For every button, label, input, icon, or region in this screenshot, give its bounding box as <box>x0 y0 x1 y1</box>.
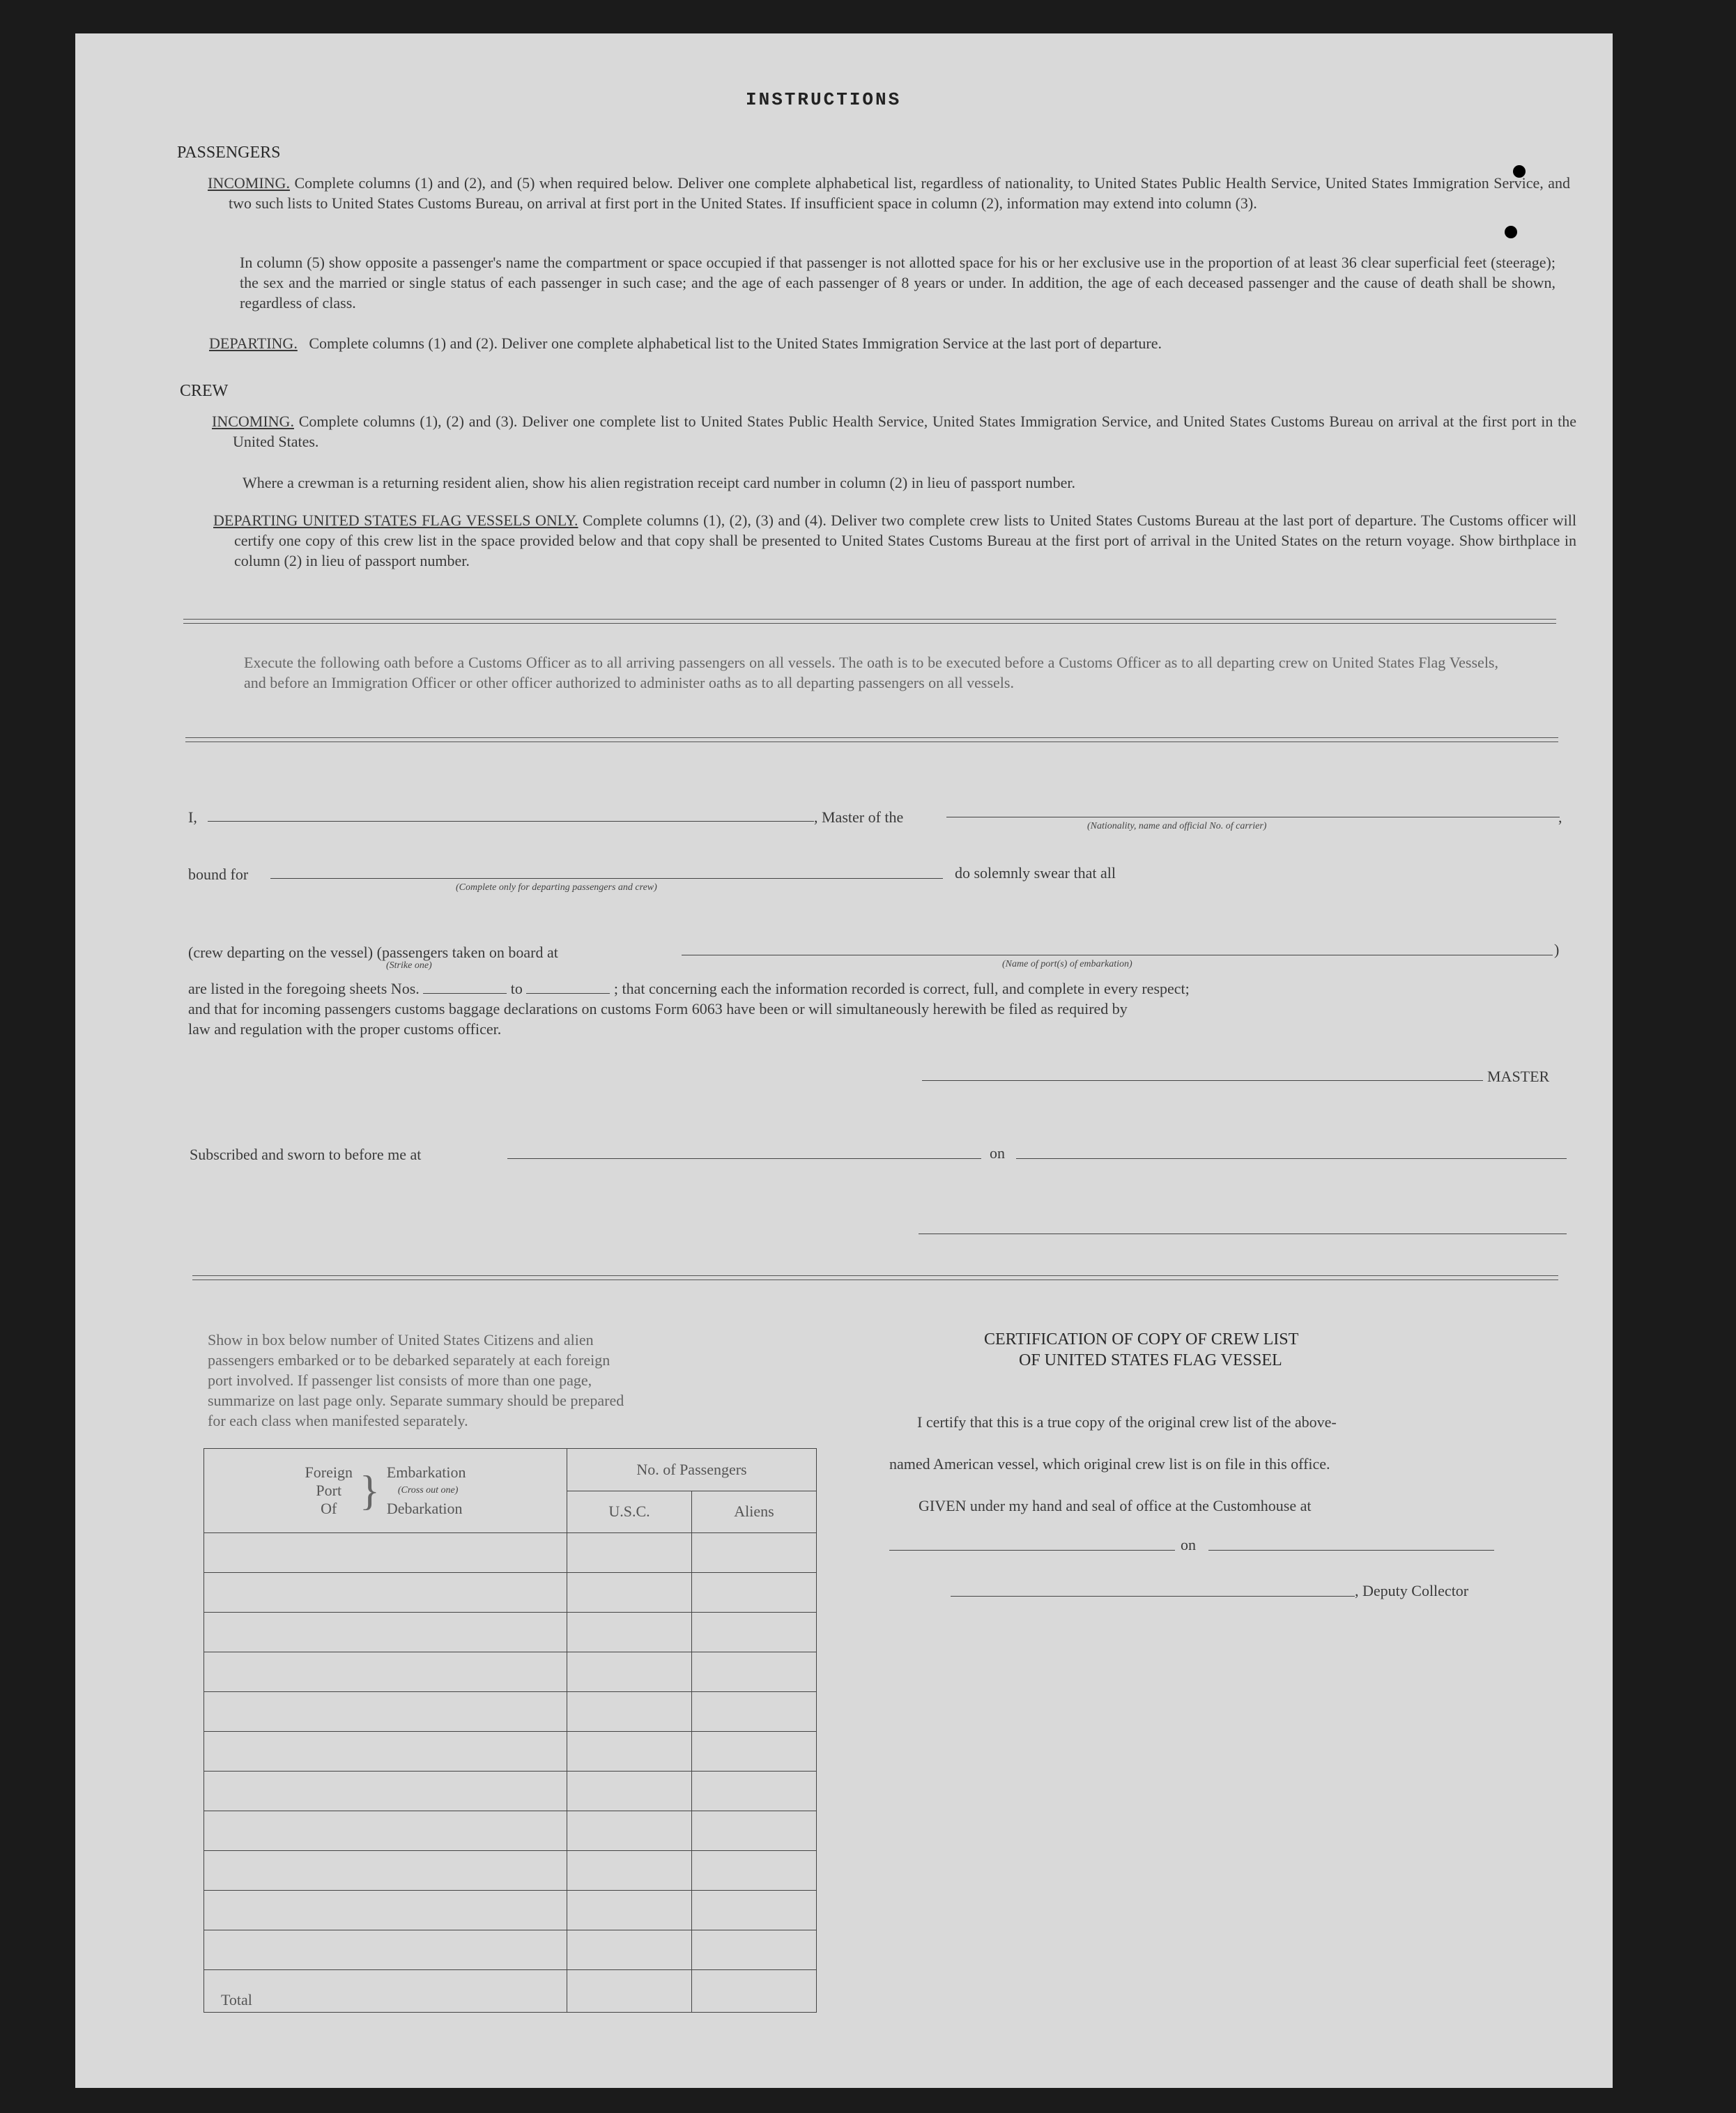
brace-icon: } <box>360 1468 380 1514</box>
aliens-cell[interactable] <box>692 1573 817 1613</box>
usc-cell[interactable] <box>567 1573 692 1613</box>
aliens-cell[interactable] <box>692 1692 817 1732</box>
ports-caption: (Name of port(s) of embarkation) <box>1002 959 1132 969</box>
listed-suffix: ; that concerning each the information recorded is correct, full, and complete in every respect; <box>613 980 1190 997</box>
port-cell[interactable] <box>204 1772 567 1811</box>
table-row <box>204 1891 817 1930</box>
port-cell[interactable] <box>204 1811 567 1851</box>
port-label: Port <box>316 1482 342 1499</box>
aliens-header: Aliens <box>692 1491 817 1533</box>
certification-title1: CERTIFICATION OF COPY OF CREW LIST <box>984 1330 1299 1349</box>
subscribed-on: on <box>990 1144 1005 1162</box>
usc-cell[interactable] <box>567 1851 692 1891</box>
listed-line2: and that for incoming passengers customs baggage declarations on customs Form 6063 have been or will simultaneously herewith be filed as required by <box>188 1000 1128 1017</box>
master-of-label: , Master of the <box>814 808 904 826</box>
of-label: Of <box>321 1500 337 1517</box>
cross-out-label: (Cross out one) <box>397 1485 459 1496</box>
incoming-text: Complete columns (1) and (2), and (5) when required below. Deliver one complete alphabetical list, regardless of nationality, to United States Public Health Service, United States Immigration Service, and two such lists to United States Customs Bureau, on arrival at first port in the United States. If insufficient space in column (2), information may extend into column (3). <box>229 174 1571 212</box>
total-row <box>204 1970 817 2013</box>
bound-caption: (Complete only for departing passengers and crew) <box>456 882 657 893</box>
aliens-cell[interactable] <box>692 1891 817 1930</box>
usc-cell[interactable] <box>567 1692 692 1732</box>
comma: , <box>1558 808 1562 826</box>
usc-cell[interactable] <box>567 1811 692 1851</box>
passengers-heading: PASSENGERS <box>177 144 281 162</box>
table-row <box>204 1573 817 1613</box>
foreign-label: Foreign <box>305 1463 353 1481</box>
crew-heading: CREW <box>180 382 229 400</box>
summary-line: port involved. If passenger list consists of more than one page, <box>208 1371 592 1389</box>
nationality-caption: (Nationality, name and official No. of carrier) <box>1087 821 1267 831</box>
aliens-cell[interactable] <box>692 1533 817 1573</box>
passengers-column5: In column (5) show opposite a passenger's name the compartment or space occupied if that passenger is not allotted space for his or her exclusive use in the proportion of at least 36 clear superficial feet (steerage); the sex and the married or single status of each passenger in such case; and the age of each passenger of 8 years or under. In addition, the age of each deceased passenger and the cause of death shall be shown, regardless of class. <box>240 254 1556 312</box>
certification-line3: GIVEN under my hand and seal of office at the Customhouse at <box>919 1497 1312 1514</box>
departing-text: Complete columns (1) and (2). Deliver one complete alphabetical list to the United States Immigration Service at the last port of departure. <box>309 335 1162 352</box>
usc-cell[interactable] <box>567 1613 692 1652</box>
table-row <box>204 1732 817 1772</box>
port-cell[interactable] <box>204 1930 567 1970</box>
certification-line2: named American vessel, which original crew list is on file in this office. <box>889 1455 1330 1473</box>
divider <box>183 619 1556 624</box>
usc-header: U.S.C. <box>567 1491 692 1533</box>
usc-cell[interactable] <box>567 1652 692 1692</box>
usc-cell[interactable] <box>567 1930 692 1970</box>
port-cell[interactable] <box>204 1732 567 1772</box>
aliens-cell[interactable] <box>692 1732 817 1772</box>
listed-prefix: are listed in the foregoing sheets Nos. <box>188 980 420 997</box>
bound-for-label: bound for <box>188 866 249 883</box>
bound-for-field[interactable] <box>270 878 943 879</box>
crew-incoming-text: Complete columns (1), (2) and (3). Deliver one complete list to United States Public Health Service, United States Immigration Service, and United States Customs Bureau on arrival at the first port in the United States. <box>233 413 1577 450</box>
deputy-signature-field[interactable] <box>951 1596 1355 1597</box>
usc-cell[interactable] <box>567 1772 692 1811</box>
certification-title2: OF UNITED STATES FLAG VESSEL <box>1019 1351 1282 1369</box>
summary-line: Show in box below number of United States Citizens and alien <box>208 1331 594 1349</box>
port-cell[interactable] <box>204 1573 567 1613</box>
usc-cell[interactable] <box>567 1732 692 1772</box>
oath-i-label: I, <box>188 808 197 826</box>
total-aliens-cell[interactable] <box>692 1970 817 2013</box>
summary-instructions <box>208 1330 624 1431</box>
deputy-collector-label: , Deputy Collector <box>1355 1582 1469 1599</box>
master-name-field[interactable] <box>208 821 814 822</box>
listed-line3: law and regulation with the proper customs officer. <box>188 1020 502 1038</box>
embarkation-label: Embarkation <box>386 1463 466 1481</box>
summary-line: for each class when manifested separately. <box>208 1412 468 1429</box>
customhouse-field[interactable] <box>889 1550 1175 1551</box>
passenger-summary-table <box>203 1448 817 2013</box>
swear-text: do solemnly swear that all <box>955 864 1116 882</box>
close-paren: ) <box>1554 941 1560 958</box>
debarkation-label: Debarkation <box>386 1500 463 1517</box>
passengers-departing <box>209 333 1162 353</box>
page-title: INSTRUCTIONS <box>746 89 902 110</box>
summary-line: passengers embarked or to be debarked separately at each foreign <box>208 1351 610 1369</box>
crew-departing-line: (crew departing on the vessel) (passengers taken on board at <box>188 944 558 961</box>
certification-line1: I certify that this is a true copy of the original crew list of the above- <box>917 1413 1337 1431</box>
divider <box>185 737 1558 742</box>
certification-date-field[interactable] <box>1208 1550 1494 1551</box>
punch-hole <box>1505 226 1517 238</box>
table-row <box>204 1772 817 1811</box>
divider <box>192 1275 1558 1280</box>
master-label: MASTER <box>1487 1068 1550 1085</box>
port-cell[interactable] <box>204 1851 567 1891</box>
crew-incoming <box>212 411 1576 452</box>
crew-incoming-label: INCOMING. <box>212 413 294 430</box>
listed-line <box>188 978 1190 999</box>
port-cell[interactable] <box>204 1891 567 1930</box>
port-header <box>204 1449 567 1533</box>
aliens-cell[interactable] <box>692 1851 817 1891</box>
listed-to: to <box>510 980 523 997</box>
passengers-incoming <box>208 173 1570 213</box>
aliens-cell[interactable] <box>692 1652 817 1692</box>
certification-on: on <box>1181 1536 1196 1553</box>
table-row <box>204 1533 817 1573</box>
subscribed-place-field[interactable] <box>507 1158 981 1159</box>
port-cell[interactable] <box>204 1652 567 1692</box>
crew-departing-text: Complete columns (1), (2), (3) and (4). Deliver two complete crew lists to United States Customs Bureau at the last port of departure. The Customs officer will certify one copy of this crew list in the space provided below and that copy shall be presented to United States Customs Bureau at the first port of arrival in the United States on the return voyage. Show birthplace in column (2) in lieu of passport number. <box>234 512 1577 569</box>
total-label: Total <box>204 1970 567 2013</box>
table-row <box>204 1851 817 1891</box>
summary-line: summarize on last page only. Separate summary should be prepared <box>208 1392 624 1409</box>
aliens-cell[interactable] <box>692 1811 817 1851</box>
crew-departing <box>213 510 1576 571</box>
port-cell[interactable] <box>204 1613 567 1652</box>
document-page <box>75 33 1613 2088</box>
aliens-cell[interactable] <box>692 1772 817 1811</box>
usc-cell[interactable] <box>567 1533 692 1573</box>
aliens-cell[interactable] <box>692 1930 817 1970</box>
departing-label: DEPARTING. <box>209 335 298 352</box>
master-signature-field[interactable] <box>922 1080 1483 1081</box>
port-cell[interactable] <box>204 1533 567 1573</box>
strike-one-caption: (Strike one) <box>386 960 432 971</box>
sheet-from-field[interactable] <box>423 993 507 994</box>
crew-resident: Where a crewman is a returning resident alien, show his alien registration receipt card number in column (2) in lieu of passport number. <box>243 474 1075 491</box>
incoming-label: INCOMING. <box>208 174 290 192</box>
table-row <box>204 1613 817 1652</box>
table-row <box>204 1692 817 1732</box>
aliens-cell[interactable] <box>692 1613 817 1652</box>
table-row <box>204 1930 817 1970</box>
total-usc-cell[interactable] <box>567 1970 692 2013</box>
crew-departing-label: DEPARTING UNITED STATES FLAG VESSELS ONLY. <box>213 512 578 529</box>
subscribed-label: Subscribed and sworn to before me at <box>190 1146 422 1163</box>
table-row <box>204 1652 817 1692</box>
port-cell[interactable] <box>204 1692 567 1732</box>
subscribed-date-field[interactable] <box>1016 1158 1567 1159</box>
no-passengers-header: No. of Passengers <box>567 1449 817 1491</box>
usc-cell[interactable] <box>567 1891 692 1930</box>
table-row <box>204 1811 817 1851</box>
oath-intro: Execute the following oath before a Customs Officer as to all arriving passengers on all vessels. The oath is to be executed before a Customs Officer as to all departing crew on United States Flag Vessels, and before an Immigration Officer or other officer authorized to administer oaths as to all departing passengers on all vessels. <box>244 654 1498 691</box>
sheet-to-field[interactable] <box>526 993 610 994</box>
